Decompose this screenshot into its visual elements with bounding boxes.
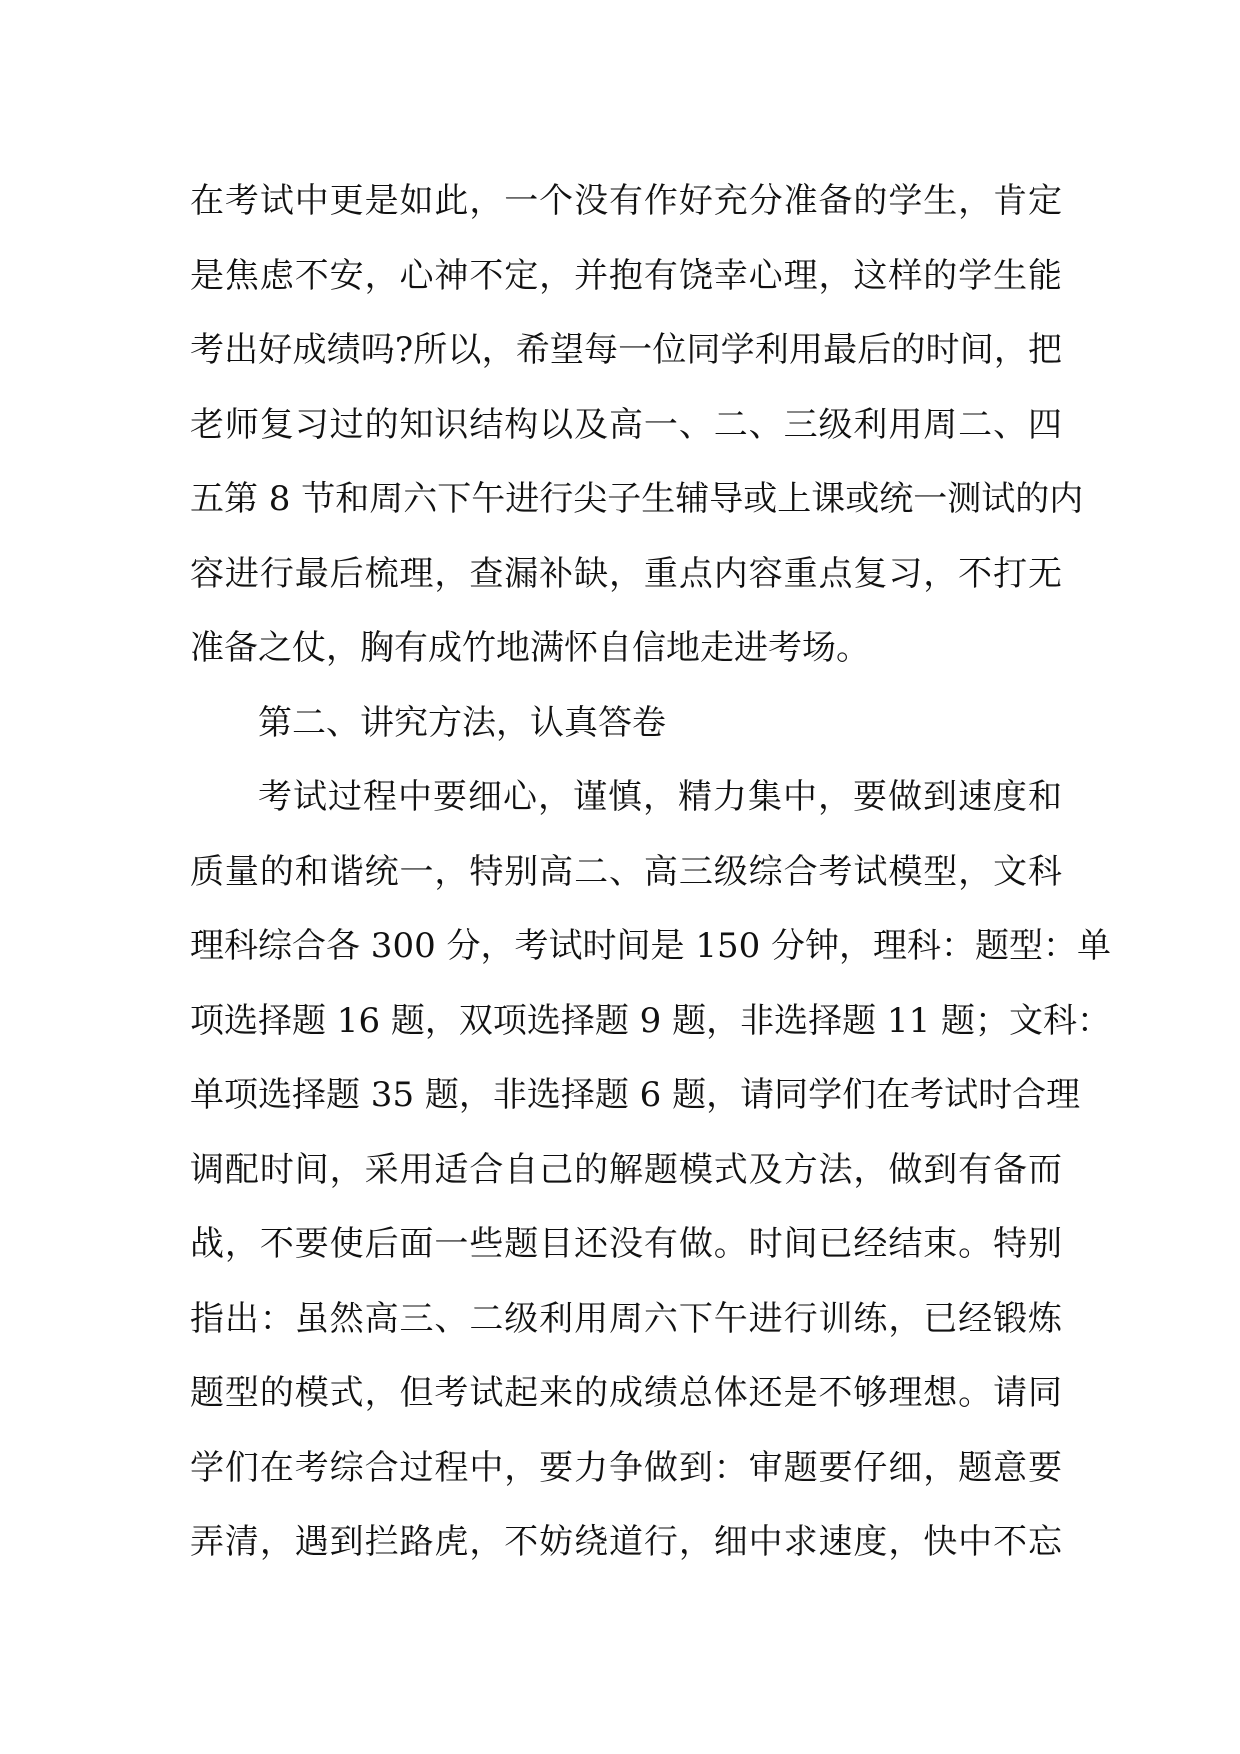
text-line: 项选择题 16 题，双项选择题 9 题，非选择题 11 题；文科： bbox=[190, 1000, 1112, 1041]
text-line: 老师复习过的知识结构以及高一、二、三级利用周二、四 bbox=[190, 404, 1062, 445]
text-line: 理科综合各 300 分，考试时间是 150 分钟，理科：题型：单 bbox=[190, 926, 1112, 966]
text-line: 容进行最后梳理，查漏补缺，重点内容重点复习，不打无 bbox=[190, 553, 1062, 594]
text-line: 学们在考综合过程中，要力争做到：审题要仔细，题意要 bbox=[190, 1447, 1062, 1488]
text-line: 考试过程中要细心，谨慎，精力集中，要做到速度和 bbox=[258, 777, 1062, 817]
text-line: 五第 8 节和周六下午进行尖子生辅导或上课或统一测试的内 bbox=[190, 479, 1084, 519]
text-line: 是焦虑不安，心神不定，并抱有饶幸心理，这样的学生能 bbox=[190, 255, 1062, 296]
text-line: 质量的和谐统一，特别高二、高三级综合考试模型，文科 bbox=[190, 851, 1062, 892]
text-line: 指出：虽然高三、二级利用周六下午进行训练，已经锻炼 bbox=[190, 1298, 1062, 1339]
text-line: 题型的模式，但考试起来的成绩总体还是不够理想。请同 bbox=[190, 1373, 1062, 1413]
text-line: 准备之仗，胸有成竹地满怀自信地走进考场。 bbox=[190, 628, 870, 668]
text-line: 考出好成绩吗?所以，希望每一位同学利用最后的时间，把 bbox=[190, 330, 1062, 370]
text-line: 调配时间，采用适合自己的解题模式及方法，做到有备而 bbox=[190, 1149, 1062, 1190]
text-line: 单项选择题 35 题，非选择题 6 题，请同学们在考试时合理 bbox=[190, 1075, 1081, 1115]
text-line: 战，不要使后面一些题目还没有做。时间已经结束。特别 bbox=[190, 1224, 1062, 1264]
text-line: 在考试中更是如此，一个没有作好充分准备的学生，肯定 bbox=[190, 181, 1062, 221]
body-text bbox=[190, 164, 1112, 1580]
section-heading: 第二、讲究方法，认真答卷 bbox=[258, 702, 666, 743]
text-line: 弄清，遇到拦路虎，不妨绕道行，细中求速度，快中不忘 bbox=[190, 1522, 1062, 1562]
